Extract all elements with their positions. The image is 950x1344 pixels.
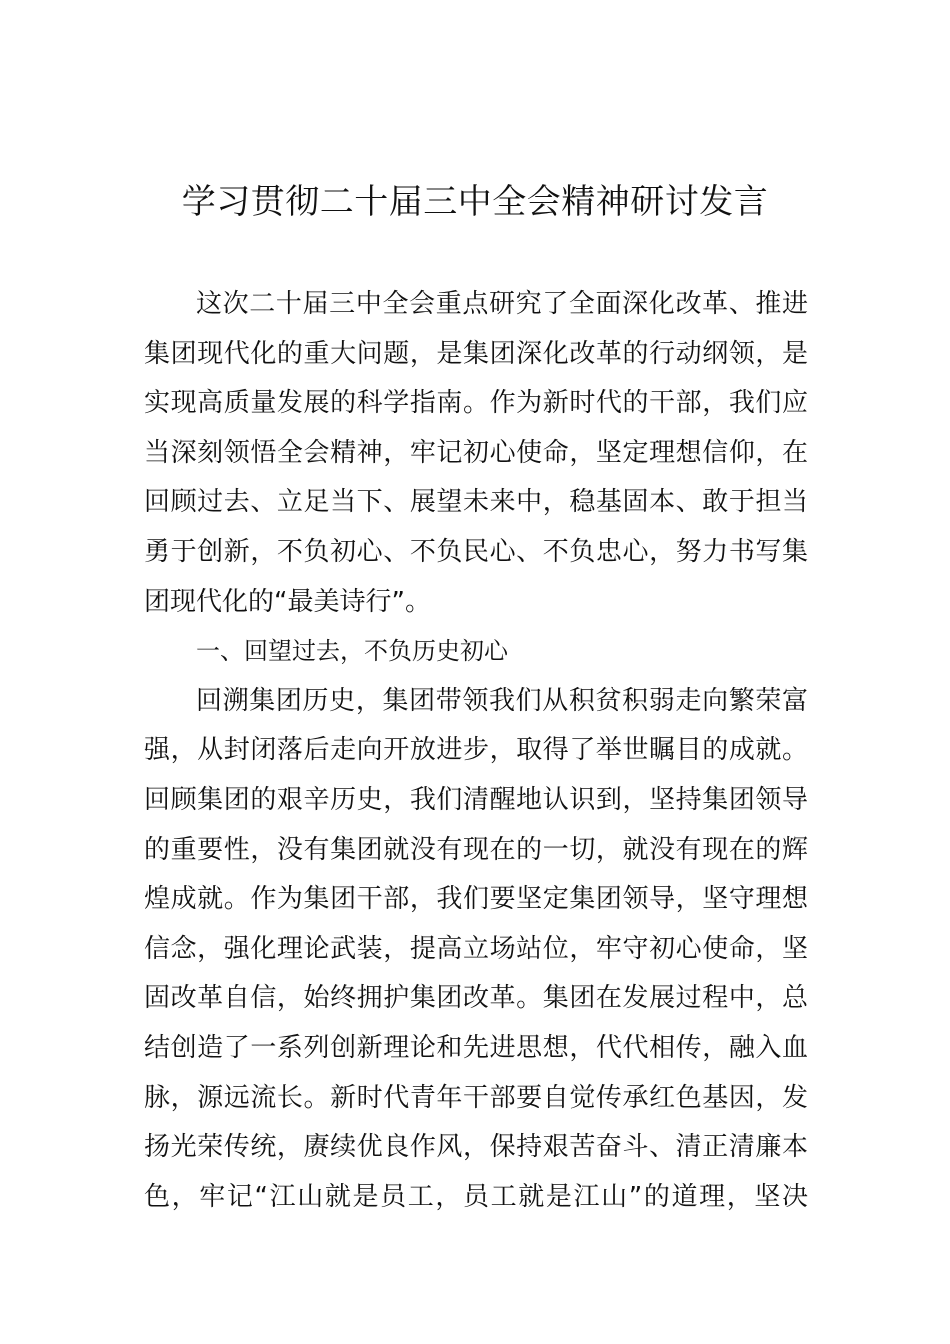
document-title: 学习贯彻二十届三中全会精神研讨发言: [181, 182, 769, 222]
paragraph-line: 脉，源远流长。新时代青年干部要自觉传承红色基因，发: [144, 1082, 808, 1113]
document-body: [144, 280, 808, 1222]
paragraph-line: 结创造了一系列创新理论和先进思想，代代相传，融入血: [144, 1032, 808, 1063]
paragraph-line: 色，牢记“江山就是员工，员工就是江山”的道理，坚决: [144, 1181, 808, 1212]
paragraph-line: 强，从封闭落后走向开放进步，取得了举世瞩目的成就。: [144, 735, 808, 766]
paragraph-line: 煌成就。作为集团干部，我们要坚定集团领导，坚守理想: [144, 884, 808, 915]
paragraph-line: 勇于创新，不负初心、不负民心、不负忠心，努力书写集: [144, 536, 808, 567]
paragraph-line: 扬光荣传统，赓续优良作风，保持艰苦奋斗、清正清廉本: [144, 1132, 808, 1163]
paragraph-line: 回溯集团历史，集团带领我们从积贫积弱走向繁荣富: [196, 685, 808, 716]
paragraph-line: 实现高质量发展的科学指南。作为新时代的干部，我们应: [144, 388, 808, 419]
paragraph-line: 回顾集团的艰辛历史，我们清醒地认识到，坚持集团领导: [144, 784, 808, 815]
paragraph-line: 当深刻领悟全会精神，牢记初心使命，坚定理想信仰，在: [144, 437, 808, 468]
paragraph-line: 的重要性，没有集团就没有现在的一切，就没有现在的辉: [144, 834, 808, 865]
paragraph-line: 信念，强化理论武装，提高立场站位，牢守初心使命，坚: [144, 933, 808, 964]
paragraph-line: 固改革自信，始终拥护集团改革。集团在发展过程中，总: [144, 983, 808, 1014]
paragraph-line: 这次二十届三中全会重点研究了全面深化改革、推进: [196, 289, 808, 319]
paragraph-line: 回顾过去、立足当下、展望未来中，稳基固本、敢于担当: [144, 487, 808, 518]
paragraph-line: 团现代化的“最美诗行”。: [144, 586, 431, 617]
section-heading: 一、回望过去，不负历史初心: [196, 637, 508, 666]
paragraph-line: 集团现代化的重大问题，是集团深化改革的行动纲领，是: [144, 338, 808, 369]
